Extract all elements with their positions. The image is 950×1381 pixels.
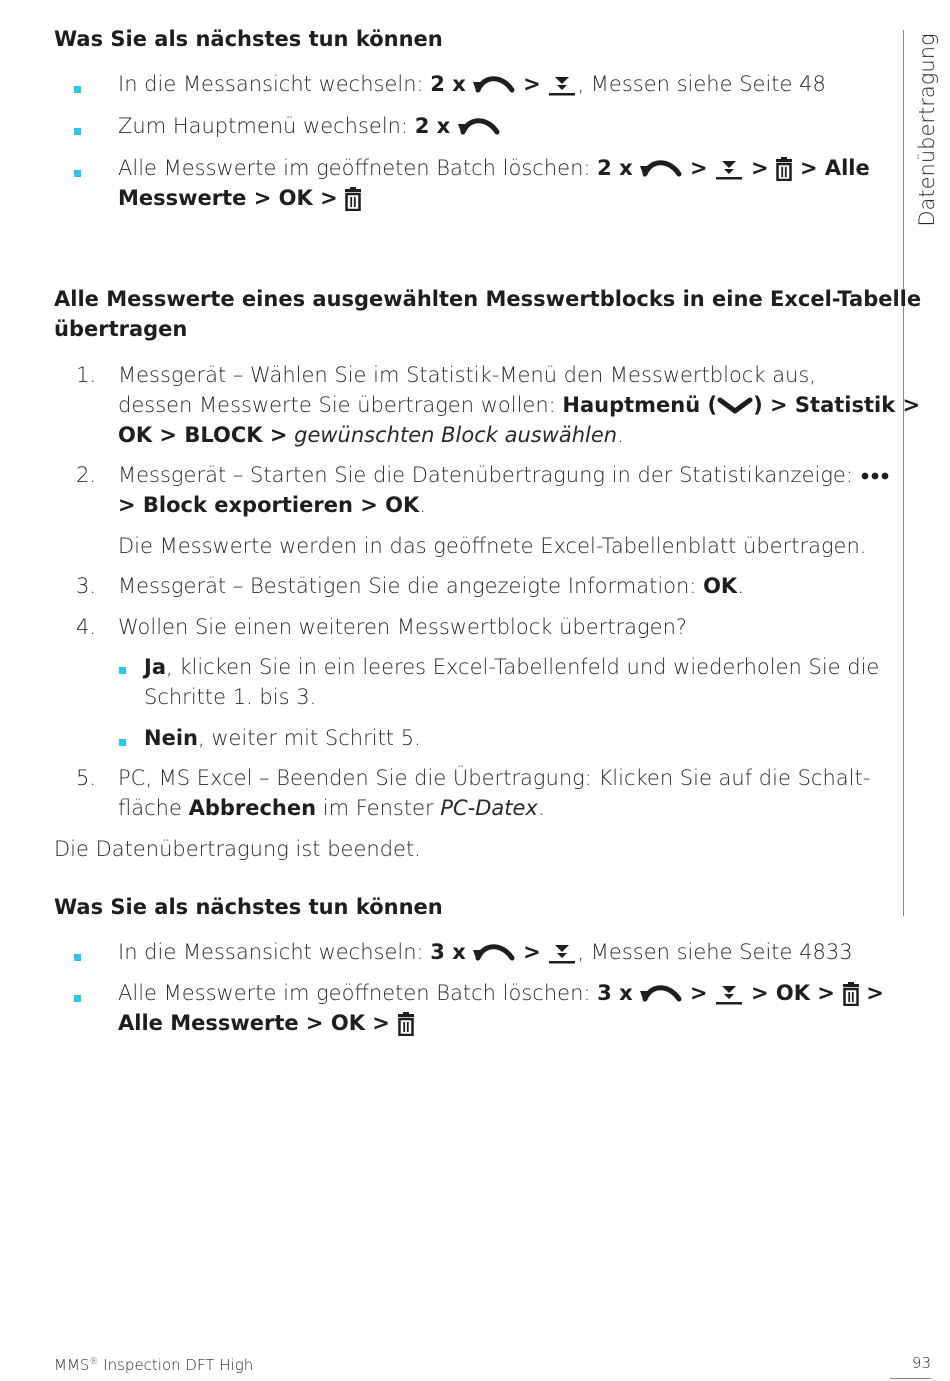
step-1-line-2: dessen Messwerte Sie übertragen wollen: Hauptmenü ( ) > Statistik > [118, 393, 921, 417]
step-5-line-2: fläche Abbrechen im Fenster PC-Datex. [118, 796, 545, 820]
step-4-line: Wollen Sie einen weiteren Messwertblock übertragen? [118, 615, 688, 639]
page-number-rule [890, 1378, 931, 1379]
footer-product-name: MMS® Inspection DFT High [54, 1356, 254, 1374]
chevron-down-icon [717, 396, 753, 416]
step-1-line-3: OK > BLOCK > gewünschten Block auswählen. [118, 423, 624, 447]
step-1-line-1: Messgerät – Wählen Sie im Statistik-Menü den Messwertblock aus, [118, 363, 816, 387]
bullet-marker [74, 995, 81, 1002]
measure-icon [547, 941, 577, 965]
step-2-line-1: Messgerät – Starten Sie die Datenübertragung in der Statistikanzeige: [118, 460, 890, 490]
back-icon [639, 982, 683, 1006]
next-step-item-measure-view: In die Messansicht wechseln: 2 x > , Messen siehe Seite 48 [118, 72, 826, 96]
section-heading-excel-transfer: Alle Messwerte eines ausgewählten Messwertblocks in eine Excel-Tabelle übertragen [54, 287, 922, 341]
next-step-item-delete-batch-cont: Messwerte > OK > [118, 183, 362, 213]
measure-icon [714, 982, 744, 1006]
step-number: 1. [75, 363, 96, 387]
step-number: 4. [75, 615, 96, 639]
page-number: 93 [911, 1354, 931, 1372]
bullet-marker [74, 170, 81, 177]
step-number: 5. [75, 766, 96, 790]
next-step-item-measure-view-2: In die Messansicht wechseln: 3 x > , Messen siehe Seite 4833 [118, 940, 853, 964]
more-options-icon [860, 471, 890, 481]
bullet-marker [74, 128, 81, 135]
back-icon [457, 115, 501, 139]
step-2-result-note: Die Messwerte werden in das geöffnete Excel-Tabellenblatt übertragen. [118, 534, 867, 558]
step-5-line-1: PC, MS Excel – Beenden Sie die Übertragung: Klicken Sie auf die Schalt- [118, 766, 871, 790]
bullet-marker [74, 954, 81, 961]
section-heading-next-steps-1: Was Sie als nächstes tun können [54, 27, 443, 51]
trash-icon [344, 187, 362, 211]
next-step-item-delete-batch-2-cont: Alle Messwerte > OK > [118, 1008, 415, 1038]
sub-bullet-marker [119, 667, 126, 674]
trash-icon [775, 157, 793, 181]
step-number: 3. [75, 574, 96, 598]
back-icon [472, 941, 516, 965]
back-icon [639, 157, 683, 181]
conclusion-text: Die Datenübertragung ist beendet. [54, 837, 421, 861]
next-step-item-main-menu: Zum Hauptmenü wechseln: 2 x [118, 111, 501, 141]
step-2-line-2: > Block exportieren > OK. [118, 493, 426, 517]
measure-icon [547, 73, 577, 97]
step-4-option-yes: Ja, klicken Sie in ein leeres Excel-Tabellenfeld und wiederholen Sie die [144, 655, 880, 679]
next-step-item-delete-batch-2: Alle Messwerte im geöffneten Batch löschen: 3 x > > OK > > [118, 981, 884, 1005]
sub-bullet-marker [119, 739, 126, 746]
back-icon [472, 73, 516, 97]
step-3-line: Messgerät – Bestätigen Sie die angezeigte Information: OK. [118, 574, 744, 598]
trash-icon [842, 982, 860, 1006]
step-number: 2. [75, 463, 96, 487]
trash-icon [397, 1012, 415, 1036]
next-step-item-delete-batch: Alle Messwerte im geöffneten Batch löschen: 2 x > > > Alle [118, 156, 870, 180]
sidebar-rule [903, 30, 904, 916]
sidebar-chapter-label: Datenübertragung [915, 33, 939, 227]
step-4-option-yes-cont: Schritte 1. bis 3. [144, 685, 317, 709]
bullet-marker [74, 86, 81, 93]
section-heading-next-steps-2: Was Sie als nächstes tun können [54, 895, 443, 919]
step-4-option-no: Nein, weiter mit Schritt 5. [144, 726, 421, 750]
measure-icon [714, 157, 744, 181]
